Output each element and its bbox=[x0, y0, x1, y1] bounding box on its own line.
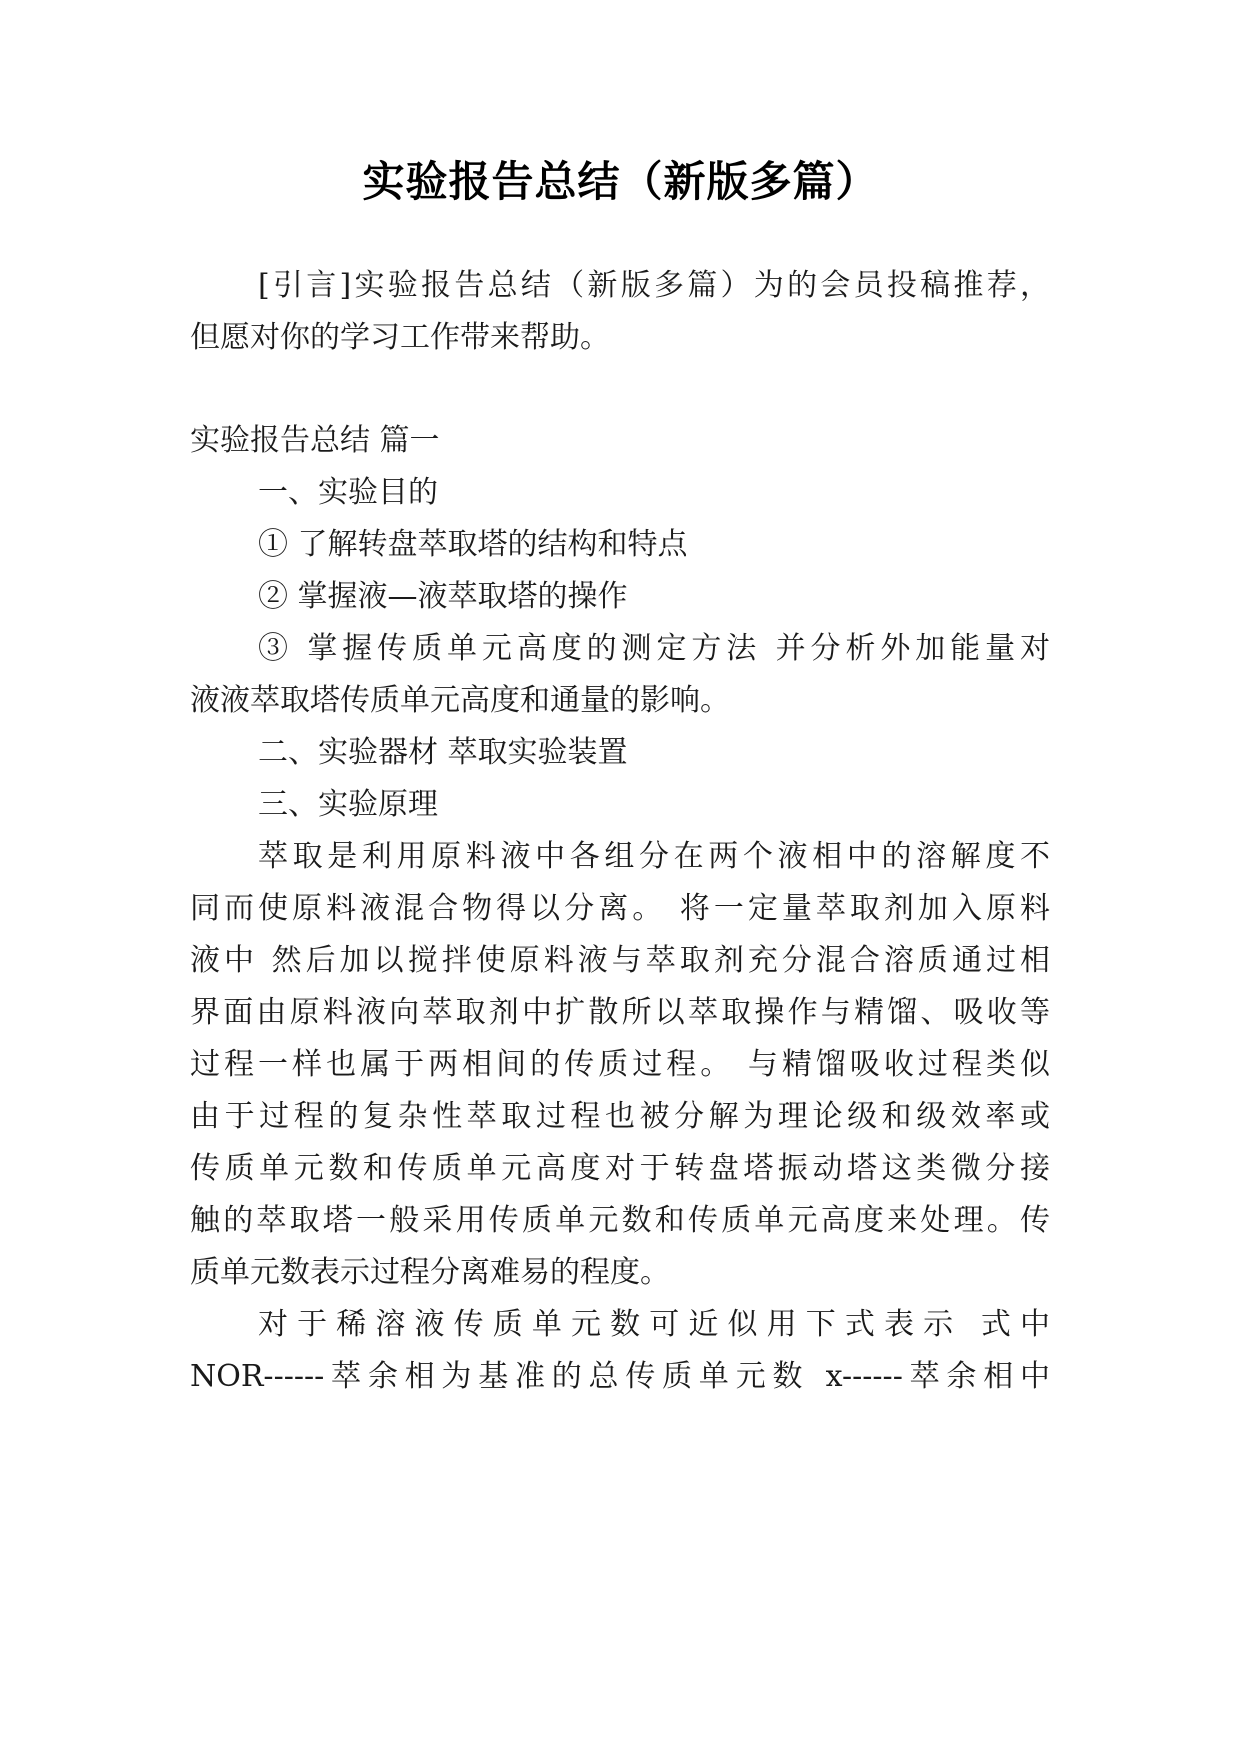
principle-text-line: 过程一样也属于两相间的传质过程。 与精馏吸收过程类似 bbox=[190, 1047, 1050, 1082]
principle-text-line: 同而使原料液混合物得以分离。 将一定量萃取剂加入原料 bbox=[190, 891, 1050, 926]
principle-text-line: 萃取是利用原料液中各组分在两个液相中的溶解度不 bbox=[258, 839, 1050, 874]
principle-heading: 三、实验原理 bbox=[258, 787, 438, 822]
purpose-heading: 一、实验目的 bbox=[258, 475, 438, 510]
purpose-item: ① 了解转盘萃取塔的结构和特点 bbox=[258, 527, 688, 562]
purpose-item: ② 掌握液—液萃取塔的操作 bbox=[258, 579, 628, 614]
intro-text-line: 但愿对你的学习工作带来帮助。 bbox=[190, 320, 610, 355]
principle-text-line: 触的萃取塔一般采用传质单元数和传质单元高度来处理。传 bbox=[190, 1203, 1050, 1238]
purpose-item-continuation: 液液萃取塔传质单元高度和通量的影响。 bbox=[190, 683, 730, 718]
principle-text-line: 传质单元数和传质单元高度对于转盘塔振动塔这类微分接 bbox=[190, 1151, 1050, 1186]
principle-text-line: 界面由原料液向萃取剂中扩散所以萃取操作与精馏、吸收等 bbox=[190, 995, 1050, 1030]
principle-text-line: NOR------萃余相为基准的总传质单元数 x------萃余相中 bbox=[190, 1359, 1050, 1394]
section-heading: 实验报告总结 篇一 bbox=[190, 423, 440, 458]
page-title: 实验报告总结（新版多篇） bbox=[362, 157, 879, 206]
principle-text-line: 由于过程的复杂性萃取过程也被分解为理论级和级效率或 bbox=[190, 1099, 1050, 1134]
principle-text-line: 液中 然后加以搅拌使原料液与萃取剂充分混合溶质通过相 bbox=[190, 943, 1050, 978]
principle-text-line: 对于稀溶液传质单元数可近似用下式表示 式中 bbox=[258, 1307, 1050, 1342]
principle-text-line: 质单元数表示过程分离难易的程度。 bbox=[190, 1255, 670, 1290]
intro-text-line: [引言]实验报告总结（新版多篇）为的会员投稿推荐， bbox=[258, 268, 1050, 303]
equipment-heading: 二、实验器材 萃取实验装置 bbox=[258, 735, 628, 770]
purpose-item: ③ 掌握传质单元高度的测定方法 并分析外加能量对 bbox=[258, 631, 1050, 666]
